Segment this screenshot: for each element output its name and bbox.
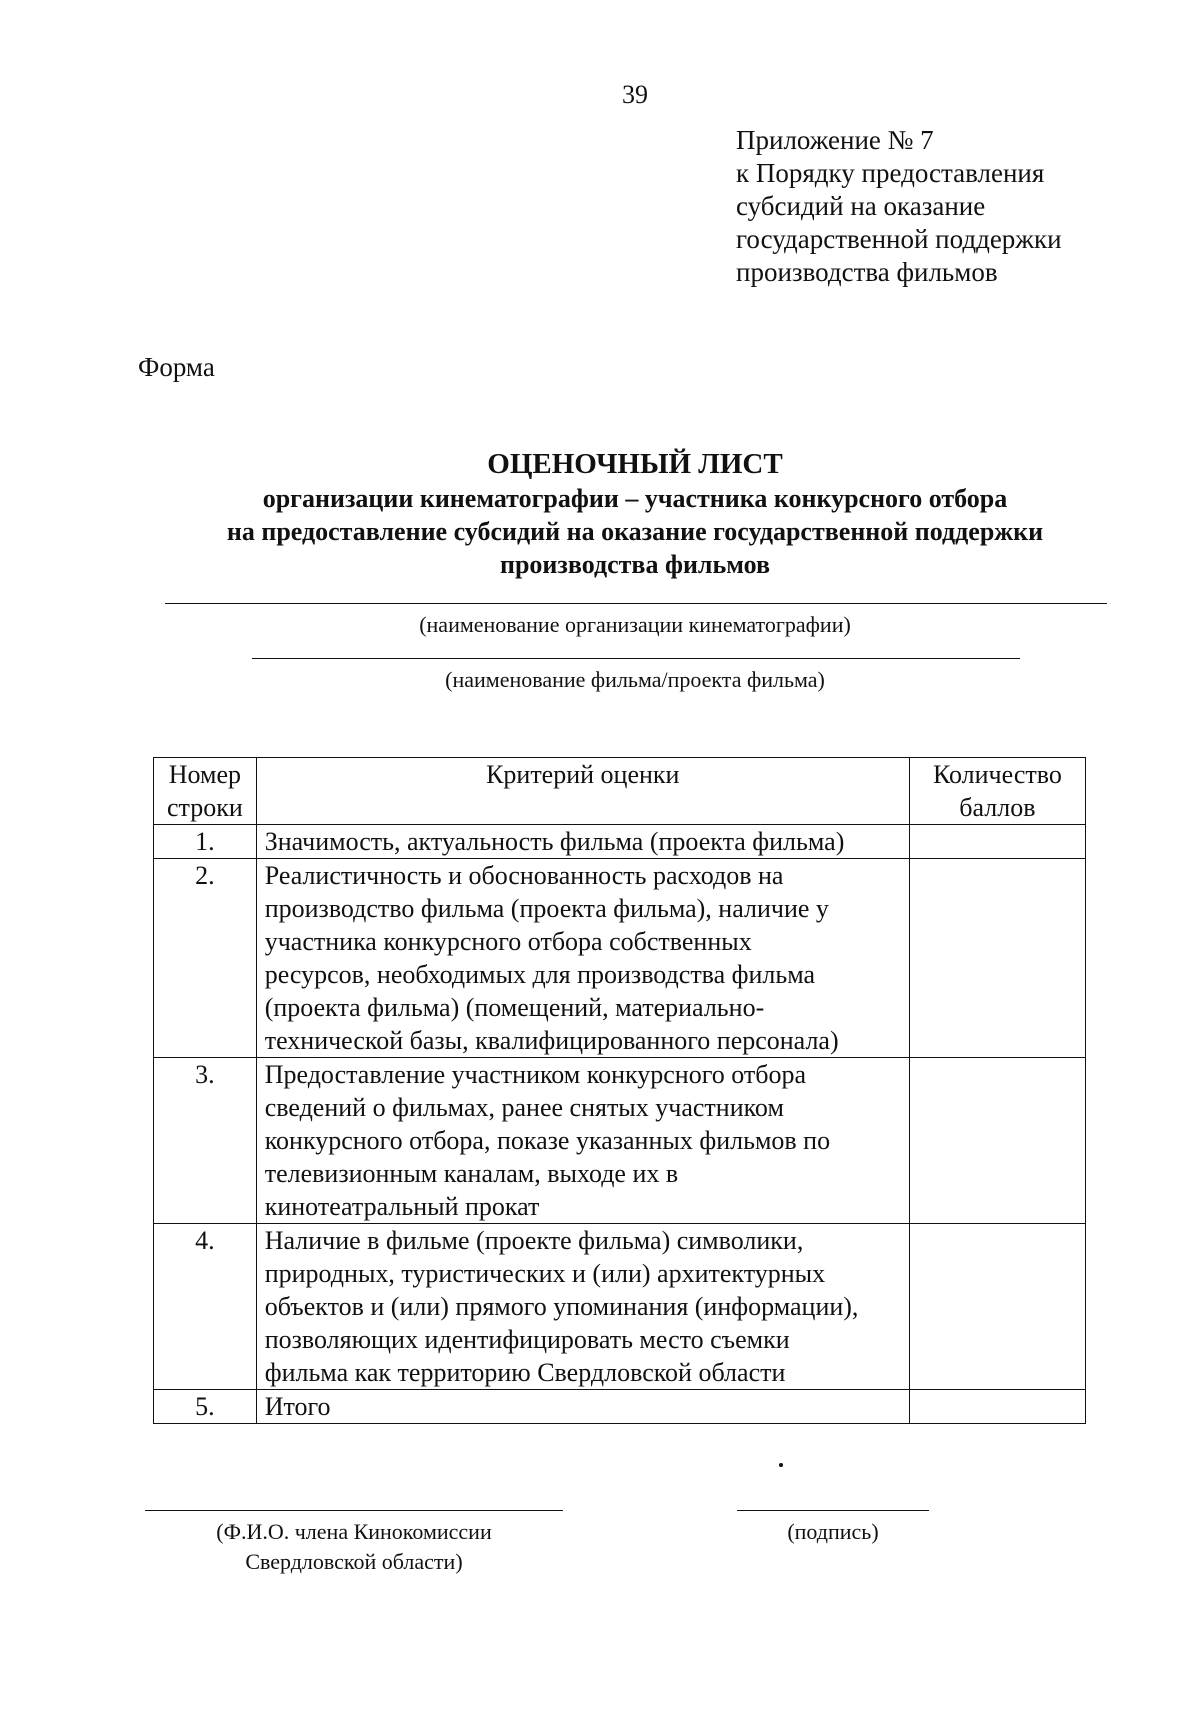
appendix-line: к Порядку предоставления	[736, 158, 1045, 188]
evaluation-table	[153, 757, 1086, 1424]
criterion-line: сведений о фильмах, ранее снятых участником	[264, 1093, 784, 1122]
title-main: ОЦЕНОЧНЫЙ ЛИСТ	[487, 448, 783, 480]
signature-caption: (подпись)	[787, 1519, 879, 1544]
appendix-note	[736, 124, 1062, 289]
row-criterion	[256, 1390, 909, 1424]
row-criterion	[256, 1058, 909, 1224]
row-criterion	[256, 859, 909, 1058]
score-cell[interactable]	[909, 1224, 1085, 1390]
table-row	[154, 825, 1086, 859]
member-name-caption-line: (Ф.И.О. члена Кинокомиссии	[216, 1519, 492, 1544]
header-number	[154, 758, 257, 825]
row-number: 3.	[154, 1058, 257, 1224]
header-number-line: Номер	[168, 760, 241, 789]
criterion-line: позволяющих идентифицировать место съемки	[264, 1325, 790, 1354]
document-title	[130, 446, 1140, 581]
row-number: 4.	[154, 1224, 257, 1390]
title-sub-line: организации кинематографии – участника конкурсного отбора	[262, 484, 1008, 513]
film-name-caption: (наименование фильма/проекта фильма)	[445, 667, 825, 692]
row-number: 1.	[154, 825, 257, 859]
criterion-line: конкурсного отбора, показе указанных фильмов по	[264, 1126, 831, 1155]
table-row	[154, 859, 1086, 1058]
form-label: Форма	[138, 352, 215, 382]
header-criterion	[256, 758, 909, 825]
row-number: 2.	[154, 859, 257, 1058]
appendix-line: Приложение № 7	[736, 125, 934, 155]
table-row	[154, 1224, 1086, 1390]
criterion-line: ресурсов, необходимых для производства фильма	[264, 960, 816, 989]
signature-field[interactable]	[737, 1510, 929, 1511]
member-name-caption-line: Свердловской области)	[245, 1549, 463, 1574]
header-number-line: строки	[166, 793, 243, 822]
title-sub-line: производства фильмов	[499, 550, 771, 579]
criterion-line: Реалистичность и обоснованность расходов на	[264, 861, 784, 890]
criterion-line: производство фильма (проекта фильма), наличие у	[264, 894, 829, 923]
table-row	[154, 1390, 1086, 1424]
criterion-line: участника конкурсного отбора собственных	[264, 927, 752, 956]
criterion-line: Предоставление участником конкурсного отбора	[264, 1060, 807, 1089]
criterion-line: технической базы, квалифицированного персонала)	[264, 1026, 839, 1055]
row-criterion	[256, 825, 909, 859]
table-row	[154, 1058, 1086, 1224]
ink-dot	[779, 1463, 783, 1467]
criterion-line: кинотеатральный прокат	[264, 1192, 540, 1221]
header-score-line: Количество	[932, 760, 1062, 789]
score-cell[interactable]	[909, 825, 1085, 859]
score-cell[interactable]	[909, 1058, 1085, 1224]
criterion-line: природных, туристических и (или) архитектурных	[264, 1259, 826, 1288]
organization-name-caption: (наименование организации кинематографии)	[419, 612, 851, 637]
criterion-line: Наличие в фильме (проекте фильма) символики,	[264, 1226, 804, 1255]
criterion-line: Итого	[264, 1392, 331, 1421]
member-name-field[interactable]	[145, 1510, 563, 1511]
header-criterion-text: Критерий оценки	[486, 760, 680, 789]
score-cell[interactable]	[909, 859, 1085, 1058]
criterion-line: (проекта фильма) (помещений, материально-	[264, 993, 765, 1022]
film-name-field[interactable]	[252, 658, 1020, 659]
criterion-line: объектов и (или) прямого упоминания (информации),	[264, 1292, 859, 1321]
row-criterion	[256, 1224, 909, 1390]
header-score-line: баллов	[959, 793, 1036, 822]
criterion-line: фильма как территорию Свердловской области	[264, 1358, 786, 1387]
criterion-line: Значимость, актуальность фильма (проекта фильма)	[264, 827, 845, 856]
organization-name-field[interactable]	[165, 603, 1107, 604]
criterion-line: телевизионным каналам, выходе их в	[264, 1159, 679, 1188]
header-score	[909, 758, 1085, 825]
member-name-caption	[145, 1517, 563, 1577]
table-header-row	[154, 758, 1086, 825]
page-number: 39	[622, 80, 648, 109]
appendix-line: субсидий на оказание	[736, 191, 986, 221]
title-sub-line: на предоставление субсидий на оказание государственной поддержки	[226, 517, 1044, 546]
appendix-line: государственной поддержки	[736, 224, 1062, 254]
score-cell[interactable]	[909, 1390, 1085, 1424]
row-number: 5.	[154, 1390, 257, 1424]
appendix-line: производства фильмов	[736, 257, 998, 287]
